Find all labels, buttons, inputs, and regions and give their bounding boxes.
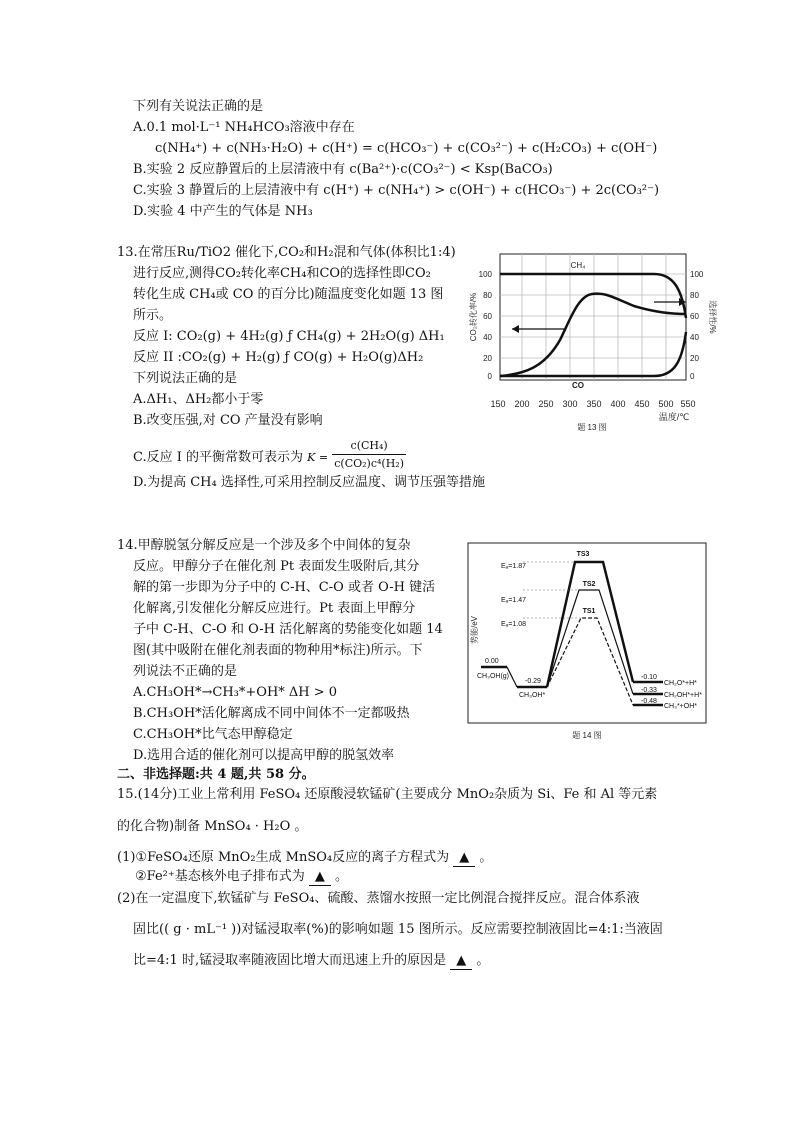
fig13-co-label: CO — [572, 381, 584, 390]
q14-line-5: 子中 C-H、C-O 和 O-H 活化解离的势能变化如题 14 — [133, 622, 443, 637]
q13-line-4: 所示。 — [133, 308, 173, 323]
fig14-ts2-label: TS2 — [582, 581, 596, 588]
fig13-ytick-20: 20 — [483, 354, 492, 363]
fig13-xtick-350: 350 — [586, 399, 602, 409]
q14-option-a: A.CH₃OH*→CH₃*+OH* ΔH > 0 — [133, 685, 338, 700]
q14-line-1: 14.甲醇脱氢分解反应是一个涉及多个中间体的复杂 — [117, 538, 411, 553]
fig13-rtick-20: 20 — [690, 354, 699, 363]
q15-part2-a: (2)在一定温度下,软锰矿与 FeSO₄、硫酸、蒸馏水按照一定比例混合搅拌反应。混合体系液 — [117, 891, 640, 906]
q15-period-1: 。 — [479, 850, 493, 865]
fig13-ytick-40: 40 — [483, 333, 492, 342]
q12-intro: 下列有关说法正确的是 — [133, 99, 264, 114]
fig13-ytick-100: 100 — [478, 270, 492, 279]
fig14-caption: 题 14 图 — [572, 731, 602, 740]
q13-reaction-1: 反应 I: CO₂(g) + 4H₂(g) ƒ CH₄(g) + 2H₂O(g) ΔH₁ — [133, 329, 445, 344]
fig14-ea-ts2: Eₐ=1.47 — [501, 597, 526, 604]
q15-answer-blank-3[interactable]: ▲ — [450, 952, 472, 970]
fig14-ads-value: -0.29 — [525, 678, 541, 685]
q14-option-b: B.CH₃OH*活化解离成不同中间体不一定都吸热 — [133, 706, 410, 721]
q15-part1-b — [135, 868, 348, 886]
fig13-xtick-200: 200 — [514, 399, 530, 409]
fig14-p3-label: CH₃*+OH* — [664, 703, 697, 710]
fig14-ts1-label: TS1 — [582, 608, 596, 615]
q14-line-3: 解的第一步即为分子中的 C-H、C-O 或者 O-H 键活 — [133, 580, 436, 595]
figure-14 — [467, 542, 711, 746]
q14-line-7: 列说法不正确的是 — [133, 664, 238, 679]
fig14-p2-label: CH₂OH*+H* — [664, 692, 702, 699]
fig13-rtick-60: 60 — [690, 312, 699, 321]
fig14-p1-label: CH₂O*+H* — [664, 680, 697, 687]
section-2-heading: 二、非选择题:共 4 题,共 58 分。 — [117, 767, 315, 782]
q13-line-3: 转化生成 CH₄或 CO 的百分比)随温度变化如题 13 图 — [133, 287, 444, 302]
q14-option-c: C.CH₃OH*比气态甲醇稳定 — [133, 727, 293, 742]
q13-reaction-2: 反应 II :CO₂(g) + H₂(g) ƒ CO(g) + H₂O(g)ΔH₂ — [133, 350, 424, 365]
q12-option-d: D.实验 4 中产生的气体是 NH₃ — [133, 204, 313, 219]
fig13-left-axis-label: CO₂转化率/% — [469, 292, 478, 342]
q12-option-a: A.0.1 mol·L⁻¹ NH₄HCO₃溶液中存在 — [133, 120, 355, 135]
fig13-ytick-0: 0 — [487, 372, 492, 381]
fig14-ea-ts3: Eₐ=1.87 — [501, 563, 526, 570]
fig14-ea-ts1: Eₐ=1.08 — [501, 621, 526, 628]
fig13-rtick-100: 100 — [690, 270, 704, 279]
fig13-xtick-250: 250 — [538, 399, 554, 409]
fig13-xtick-400: 400 — [610, 399, 626, 409]
fig13-ch4-label: CH₄ — [570, 261, 586, 270]
fig13-rtick-0: 0 — [690, 372, 695, 381]
q13-line-7: 下列说法正确的是 — [133, 371, 238, 386]
fig14-gas-value: 0.00 — [485, 658, 499, 665]
fig13-right-axis-label: 选择性/% — [708, 300, 717, 334]
fig14-p2-value: -0.33 — [641, 687, 657, 694]
q15-part1-b-text: ②Fe²⁺基态核外电子排布式为 — [135, 869, 305, 884]
fig13-xtick-300: 300 — [562, 399, 578, 409]
q13-k-numerator: c(CH₄) — [332, 437, 406, 455]
fig14-ads-label: CH₃OH* — [519, 692, 546, 699]
q13-line-2: 进行反应,测得CO₂转化率CH₄和CO的选择性即CO₂ — [133, 266, 431, 281]
q14-line-2: 反应。甲醇分子在催化剂 Pt 表面发生吸附后,其分 — [133, 559, 420, 574]
fig14-y-axis-label: 势能/eV — [470, 615, 479, 645]
q12-option-a-equation: c(NH₄⁺) + c(NH₃·H₂O) + c(H⁺) = c(HCO₃⁻) + c(CO₃²⁻) + c(H₂CO₃) + c(OH⁻) — [155, 141, 658, 156]
q13-option-c-text: C.反应 I 的平衡常数可表示为 — [133, 450, 304, 465]
fig13-caption: 题 13 图 — [577, 423, 607, 432]
q13-k-fraction — [332, 437, 406, 472]
q13-option-c — [133, 439, 406, 472]
q15-answer-blank-1[interactable]: ▲ — [453, 849, 475, 867]
fig13-xtick-450: 450 — [634, 399, 650, 409]
q15-period-2: 。 — [335, 869, 349, 884]
q13-option-b: B.改变压强,对 CO 产量没有影响 — [133, 413, 323, 428]
fig14-p1-value: -0.10 — [641, 674, 657, 681]
q13-k-denominator: c(CO₂)c⁴(H₂) — [334, 457, 404, 470]
fig13-x-unit: 温度/℃ — [658, 412, 690, 422]
q15-part2-b: 固比(( g · mL⁻¹ ))对锰浸取率(%)的影响如题 15 图所示。反应需要控制液固比=4:1:当液固 — [133, 922, 663, 937]
q15-period-3: 。 — [476, 953, 490, 968]
fig13-xtick-150: 150 — [490, 399, 506, 409]
q13-option-a: A.ΔH₁、ΔH₂都小于零 — [133, 392, 264, 407]
fig13-ytick-80: 80 — [483, 291, 492, 300]
fig13-rtick-40: 40 — [690, 333, 699, 342]
q15-part1-a-text: (1)①FeSO₄还原 MnO₂生成 MnSO₄反应的离子方程式为 — [117, 850, 450, 865]
fig13-rtick-80: 80 — [690, 291, 699, 300]
q13-line-1: 13.在常压Ru/TiO2 催化下,CO₂和H₂混和气体(体积比1:4) — [117, 245, 456, 260]
q15-line-1: 15.(14分)工业上常利用 FeSO₄ 还原酸浸软锰矿(主要成分 MnO₂杂质为 Si、Fe 和 Al 等元素 — [117, 787, 658, 802]
q12-option-c: C.实验 3 静置后的上层清液中有 c(H⁺) + c(NH₄⁺) > c(OH⁻) + c(HCO₃⁻) + 2c(CO₃²⁻) — [133, 183, 660, 198]
fig14-ts3-label: TS3 — [576, 551, 590, 558]
q14-line-4: 化解离,引发催化分解反应进行。Pt 表面上甲醇分 — [133, 601, 416, 616]
q13-option-d: D.为提高 CH₄ 选择性,可采用控制反应温度、调节压强等措施 — [133, 475, 485, 490]
fig14-gas-label: CH₃OH(g) — [477, 673, 510, 680]
q14-option-d: D.选用合适的催化剂可以提高甲醇的脱氢效率 — [133, 748, 395, 763]
q15-part2-c — [133, 952, 489, 970]
q15-answer-blank-2[interactable]: ▲ — [309, 868, 331, 886]
q15-part1-a — [117, 849, 492, 867]
fig13-xtick-550: 550 — [680, 399, 696, 409]
figure-13 — [464, 250, 722, 432]
fig14-p3-value: -0.48 — [641, 698, 657, 705]
q14-line-6: 图(其中吸附在催化剂表面的物种用*标注)所示。下 — [133, 643, 423, 658]
q15-part2-c-text: 比=4:1 时,锰浸取率随液固比增大而迅速上升的原因是 — [133, 953, 447, 968]
q12-option-b: B.实验 2 反应静置后的上层清液中有 c(Ba²⁺)·c(CO₃²⁻) < Ksp(BaCO₃) — [133, 162, 553, 177]
q15-line-2: 的化合物)制备 MnSO₄ · H₂O 。 — [117, 819, 308, 834]
fig13-ytick-60: 60 — [483, 312, 492, 321]
fig13-xtick-500: 500 — [658, 399, 674, 409]
q13-k-symbol: K = — [307, 451, 329, 464]
